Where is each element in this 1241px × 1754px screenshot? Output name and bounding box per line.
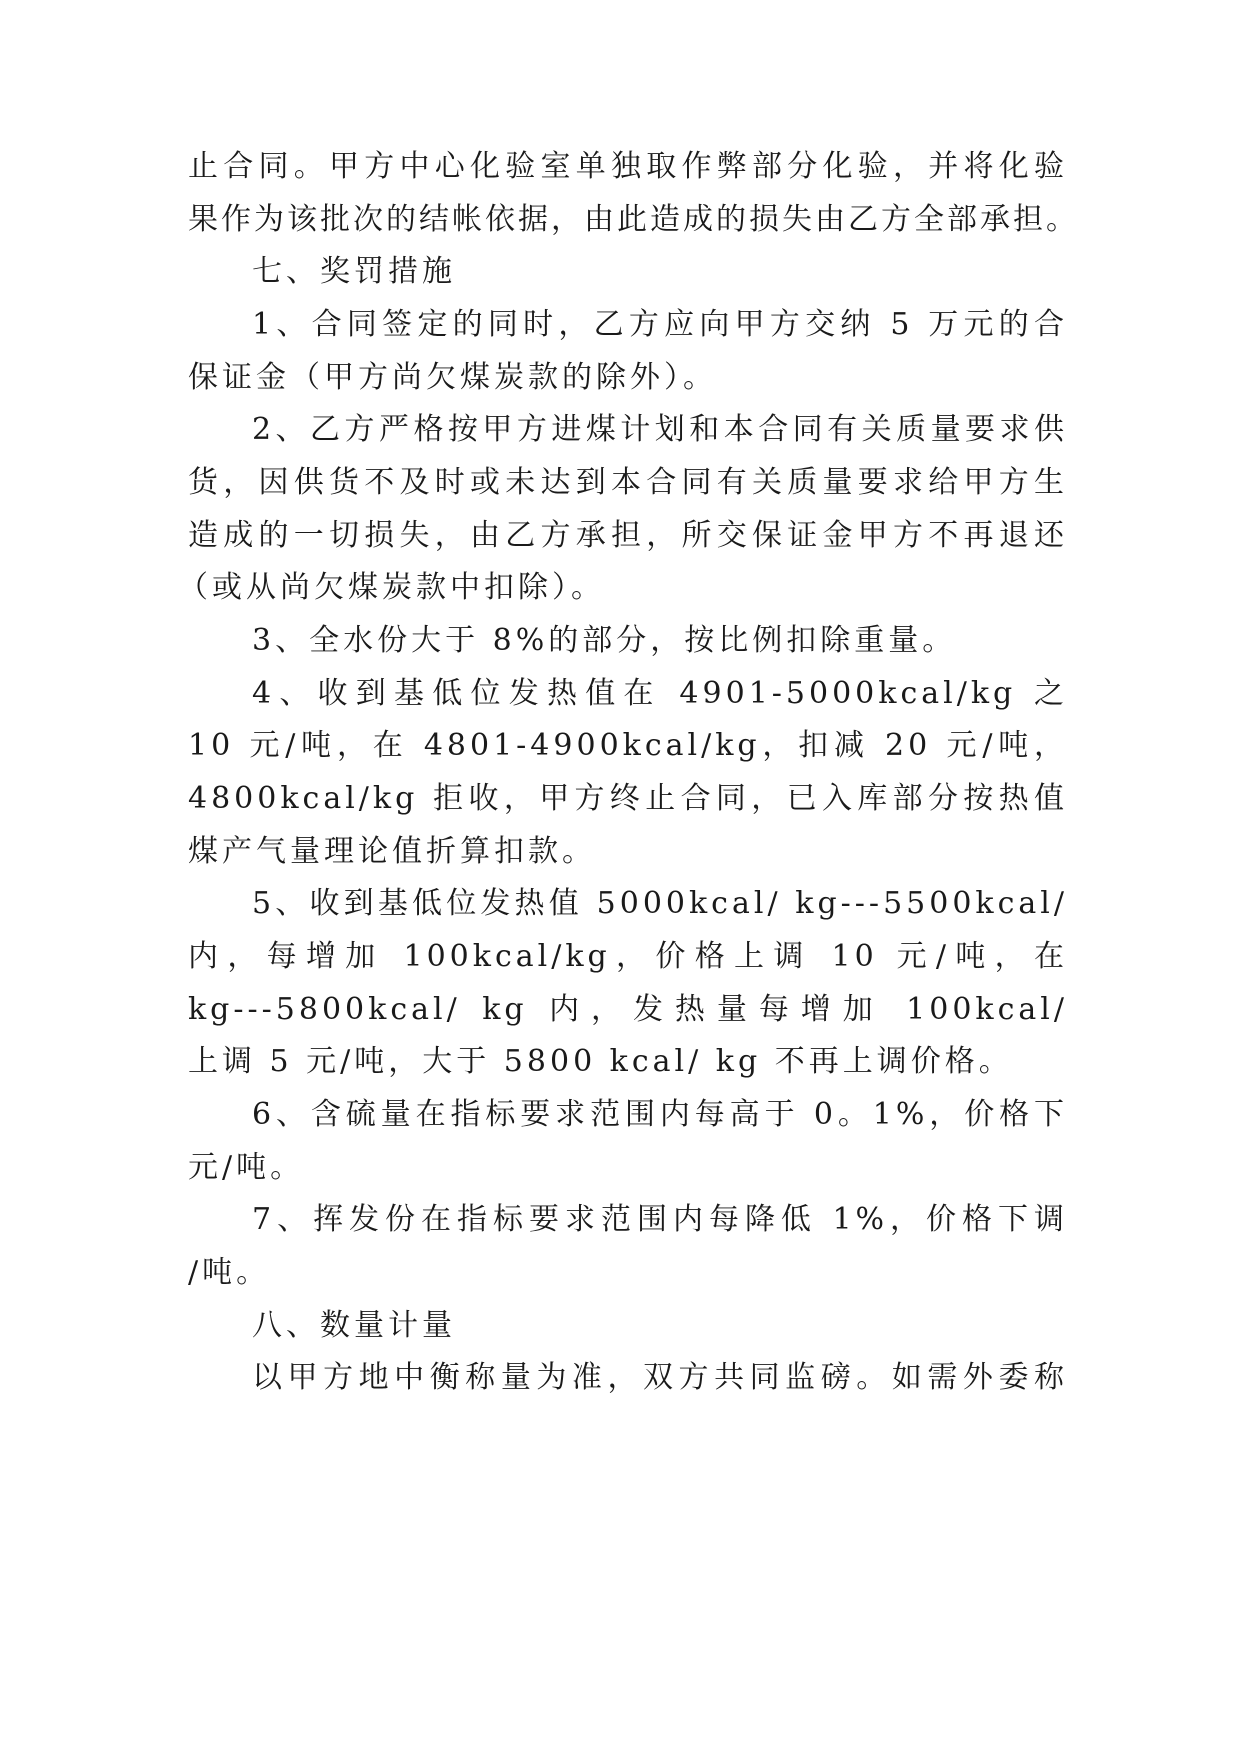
text-line-18: 上调 5 元/吨，大于 5800 kcal/ kg 不再上调价格。 [188,1044,1013,1079]
text-line-5: 保证金（甲方尚欠煤炭款的除外）。 [188,360,717,395]
text-line-2: 果作为该批次的结帐依据，由此造成的损失由乙方全部承担。 [188,202,1079,237]
text-line-14: 煤产气量理论值折算扣款。 [188,834,596,869]
text-line-9: （或从尚欠煤炭款中扣除）。 [178,570,605,605]
text-line-20: 元/吨。 [188,1150,305,1185]
text-line-15: 5、收到基低位发热值 5000kcal/ kg---5500kcal/ [252,886,1068,921]
text-line-16: 内，每增加 100kcal/kg，价格上调 10 元/吨，在 [188,939,1068,974]
text-line-19: 6、含硫量在指标要求范围内每高于 0。1%，价格下 [252,1097,1068,1132]
text-line-21: 7、挥发份在指标要求范围内每降低 1%，价格下调 [252,1202,1068,1237]
text-line-12: 10 元/吨，在 4801-4900kcal/kg，扣减 20 元/吨， [188,728,1068,763]
text-line-1: 止合同。甲方中心化验室单独取作弊部分化验，并将化验 [188,149,1068,184]
text-line-24: 以甲方地中衡称量为准，双方共同监磅。如需外委称 [252,1360,1068,1395]
text-line-6: 2、乙方严格按甲方进煤计划和本合同有关质量要求供 [252,412,1068,447]
text-line-13: 4800kcal/kg 拒收，甲方终止合同，已入库部分按热值 [188,781,1068,816]
text-line-8: 造成的一切损失，由乙方承担，所交保证金甲方不再退还 [188,518,1068,553]
text-line-17: kg---5800kcal/ kg 内，发热量每增加 100kcal/ [188,992,1068,1027]
section-heading-quantity: 八、数量计量 [252,1308,456,1343]
section-heading-rewards: 七、奖罚措施 [252,254,456,289]
text-line-7: 货，因供货不及时或未达到本合同有关质量要求给甲方生 [188,465,1068,500]
text-line-4: 1、合同签定的同时，乙方应向甲方交纳 5 万元的合 [252,307,1068,342]
text-line-11: 4、收到基低位发热值在 4901-5000kcal/kg 之 [252,676,1068,711]
text-line-22: /吨。 [188,1255,271,1290]
text-line-10: 3、全水份大于 8%的部分，按比例扣除重量。 [252,623,957,658]
